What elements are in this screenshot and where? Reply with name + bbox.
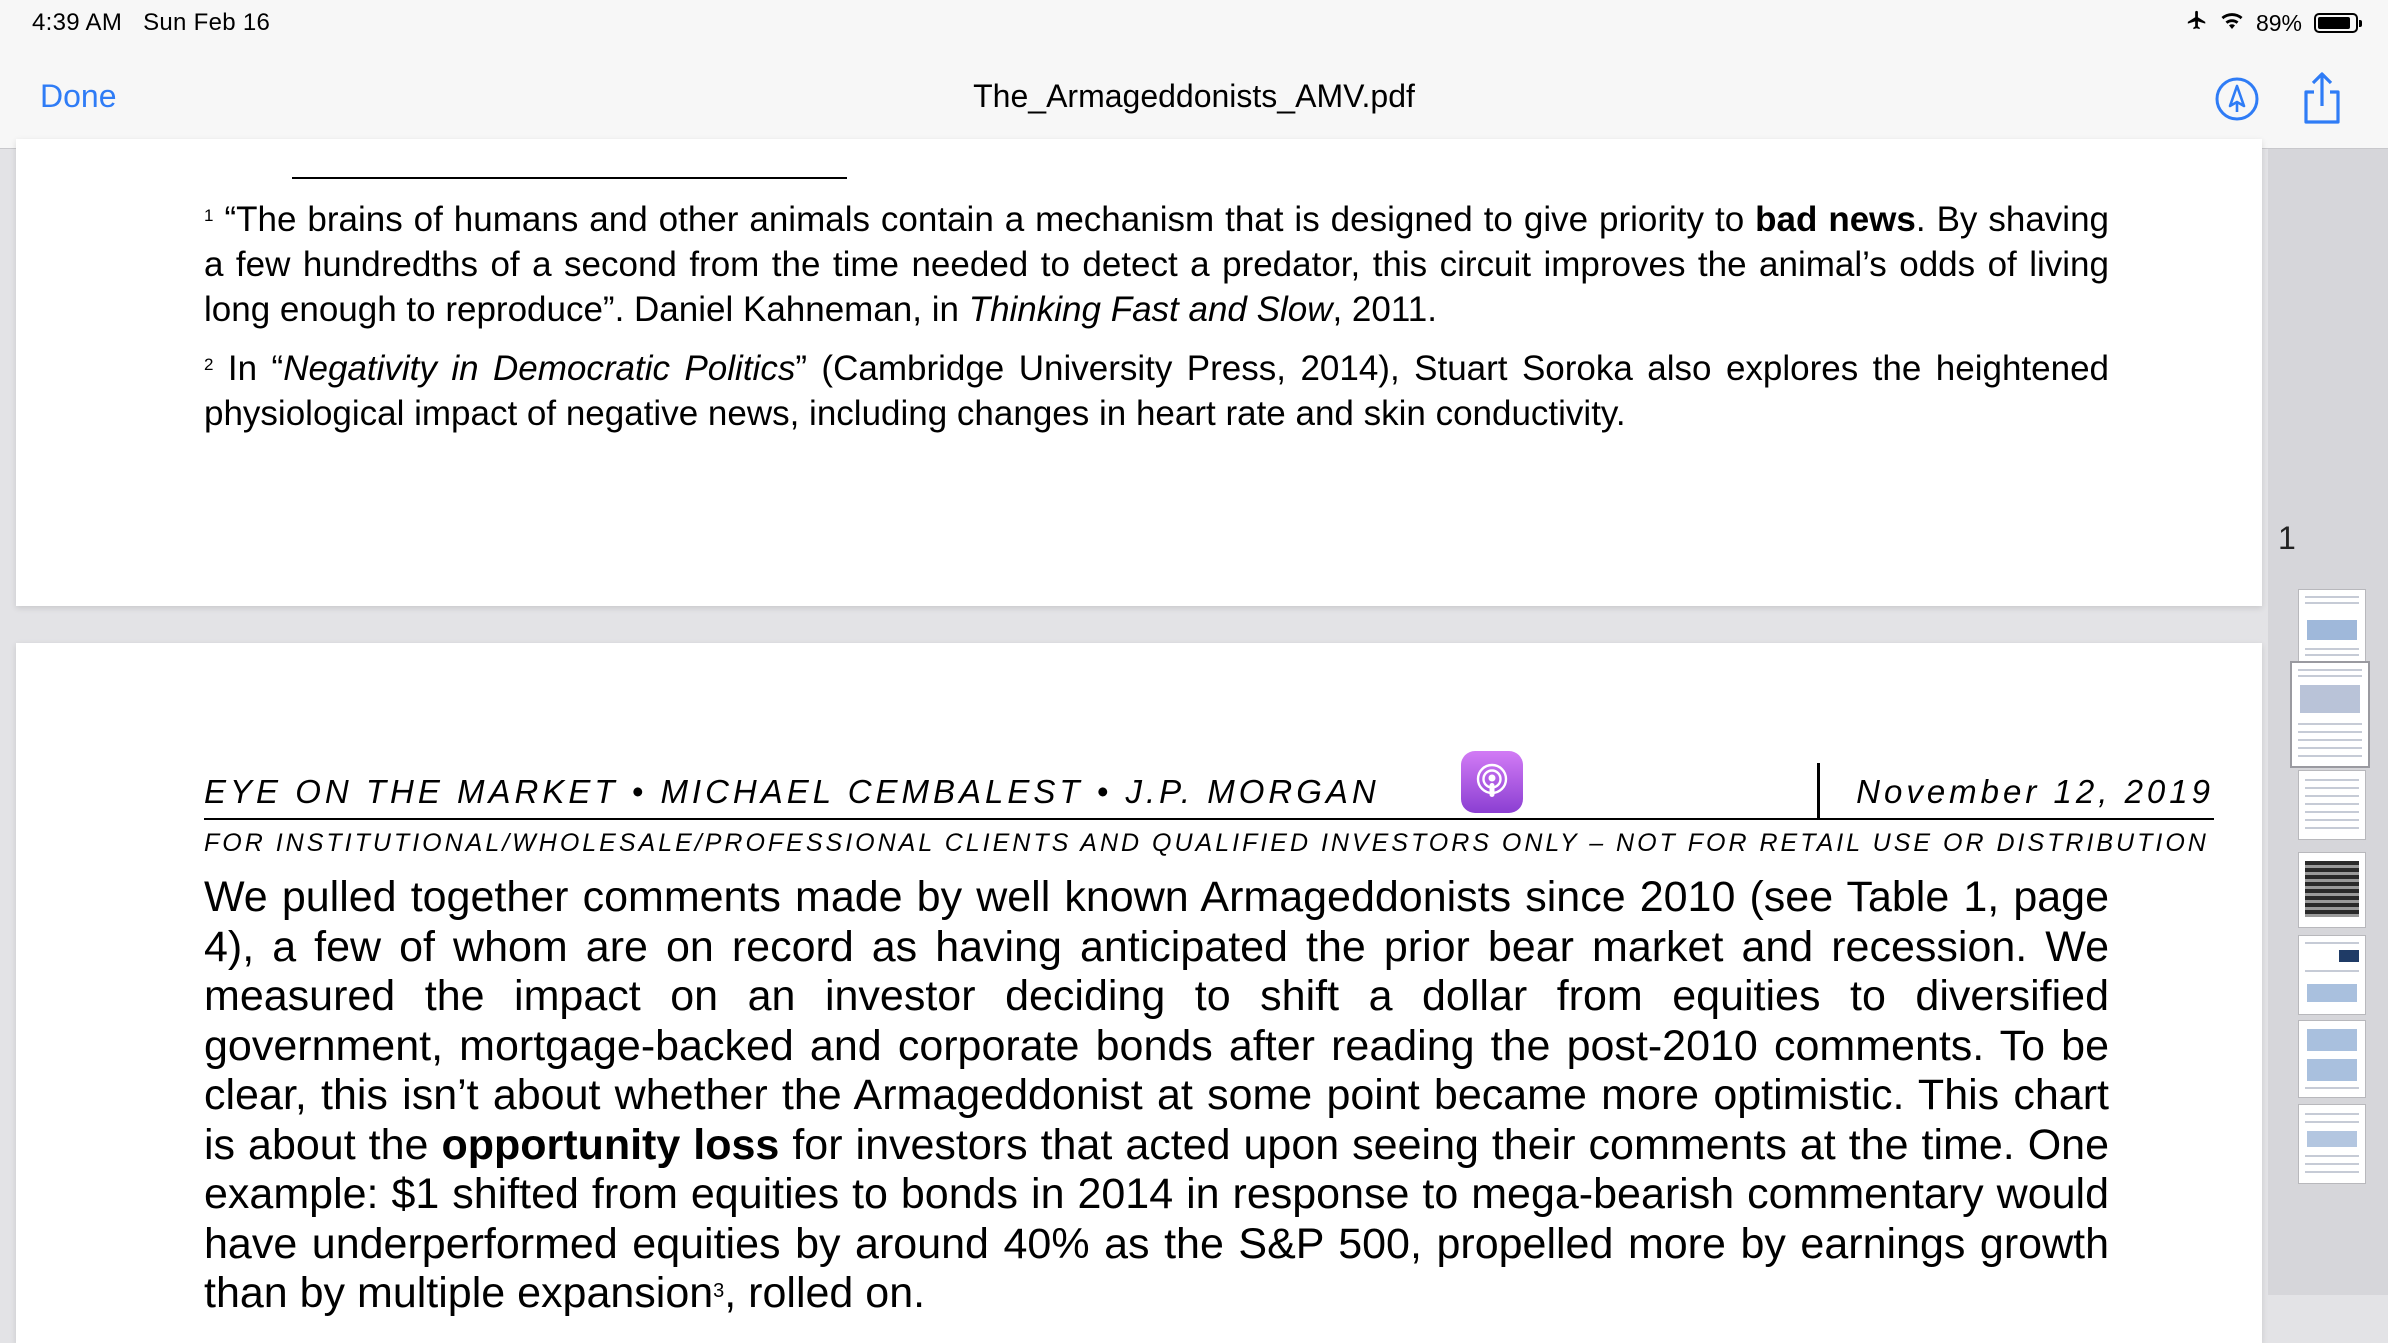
battery-percent: 89% (2255, 9, 2302, 36)
done-button[interactable]: Done (40, 78, 117, 114)
thumb-line (2305, 779, 2359, 781)
body-text-b: for investors that acted upon seeing their comments at the time. One example: $1 shifted from equities to bonds in 2014 in response to mega-bearish commentary would have underperformed equities by around 40% as the S&P 500, propelled more by earnings growth than by multiple expansion (204, 1120, 2109, 1317)
body-bold: opportunity loss (441, 1120, 780, 1169)
markup-pen-icon (2214, 76, 2260, 122)
document-title: The_Armageddonists_AMV.pdf (973, 78, 1415, 114)
footnote-3-marker[interactable]: 3 (713, 1280, 725, 1302)
thumb-line (2305, 811, 2359, 813)
footnote-1 (204, 197, 2109, 332)
thumb-line (2298, 731, 2362, 733)
status-bar (0, 0, 2388, 48)
thumb-chart (2307, 1029, 2357, 1051)
battery-fill (2318, 17, 2350, 29)
thumb-chart (2307, 620, 2357, 640)
footnote-1-text-a: “The brains of humans and other animals contain a mechanism that is designed to give priority to (224, 200, 1756, 239)
disclaimer: FOR INSTITUTIONAL/WHOLESALE/PROFESSIONAL CLIENTS AND QUALIFIED INVESTORS ONLY – NOT FOR RETAIL USE OR DISTRIBUTION (204, 829, 2209, 857)
thumb-line (2305, 819, 2359, 821)
thumb-chart (2339, 950, 2359, 962)
thumb-line (2298, 723, 2362, 725)
status-time (32, 9, 270, 37)
airplane-icon (2186, 9, 2208, 37)
thumb-line (2298, 675, 2362, 677)
thumb-chart (2307, 984, 2357, 1002)
body-text-a: We pulled together comments made by well known Armageddonists since 2010 (see Table 1, page 4), a few of whom are on record as having anticipated the prior bear market and recession. We measured the impact on an investor deciding to shift a dollar from equities to diversified government, mortgage-backed and corporate bonds after reading the post-2010 comments. To be clear, this isn’t about whether the Armageddonist at some point became more optimistic. This chart is about the (204, 873, 2109, 1169)
footnote-1-book-title: Thinking Fast and Slow (968, 290, 1333, 329)
thumb-line (2305, 1155, 2359, 1157)
podcast-glyph-icon (1472, 762, 1512, 802)
thumb-line (2305, 1163, 2359, 1165)
thumb-line (2298, 755, 2362, 757)
thumbnail-page-3[interactable] (2298, 770, 2366, 840)
thumb-chart (2307, 1059, 2357, 1081)
footnote-1-bold: bad news (1755, 200, 1916, 239)
pdf-page-2[interactable] (16, 643, 2262, 1343)
body-paragraph (204, 873, 2109, 1319)
footnote-2-marker: 2 (204, 355, 214, 374)
thumb-line (2305, 602, 2359, 604)
status-clock: 4:39 AM (32, 9, 123, 36)
pdf-viewer[interactable] (0, 149, 2268, 1317)
thumbnail-page-6[interactable] (2298, 1020, 2366, 1098)
footnote-2-book-title: Negativity in Democratic Politics (283, 349, 796, 388)
thumb-chart (2300, 685, 2360, 713)
thumbnail-page-5[interactable] (2298, 935, 2366, 1015)
thumb-line (2305, 1121, 2359, 1123)
battery-icon (2314, 13, 2358, 33)
thumb-line (2305, 648, 2359, 650)
footnote-2-text-b: ” (Cambridge University Press, 2014), Stuart Soroka also explores the heightened physiological impact of negative news, including changes in heart rate and skin conductivity. (204, 349, 2110, 433)
header-divider (1817, 763, 1820, 819)
footnote-2 (204, 346, 2109, 436)
footnote-2-text-a: In “ (213, 349, 284, 388)
thumb-line (2305, 787, 2359, 789)
thumb-line (2298, 669, 2362, 671)
body-text-c: , rolled on. (724, 1269, 926, 1317)
markup-button[interactable] (2214, 76, 2260, 122)
thumb-line (2298, 747, 2362, 749)
pdf-page-1[interactable] (16, 139, 2262, 606)
thumb-line (2305, 970, 2359, 972)
thumb-line (2305, 596, 2359, 598)
status-indicators (2186, 9, 2358, 37)
thumb-line (2305, 654, 2359, 656)
thumb-line (2305, 1171, 2359, 1173)
thumbnail-page-4[interactable] (2298, 852, 2366, 928)
thumbnail-page-2[interactable] (2290, 661, 2370, 768)
footnote-rule (292, 177, 847, 179)
thumb-chart (2307, 1131, 2357, 1147)
nav-bar (0, 48, 2388, 149)
status-date: Sun Feb 16 (143, 9, 271, 36)
thumb-line (2305, 803, 2359, 805)
share-button[interactable] (2300, 70, 2344, 126)
thumb-line (2305, 1087, 2359, 1089)
thumb-line (2298, 739, 2362, 741)
thumbnail-page-7[interactable] (2298, 1104, 2366, 1184)
thumb-table (2305, 861, 2359, 917)
thumb-line (2305, 795, 2359, 797)
header-publication: EYE ON THE MARKET • MICHAEL CEMBALEST • J.P. MORGAN (204, 773, 1380, 810)
header-rule (204, 818, 2214, 820)
header-date: November 12, 2019 (1856, 773, 2214, 810)
page-header (204, 763, 2214, 813)
share-icon (2300, 70, 2344, 126)
thumb-line (2305, 1113, 2359, 1115)
footnote-1-text-b: . By shaving a few hundredths of a second from the time needed to detect a predator, this circuit improves the animal’s odds of living long enough to reproduce”. Daniel Kahneman, in (204, 200, 2110, 329)
footnote-1-text-c: , 2011. (1332, 290, 1437, 329)
thumb-line (2305, 942, 2359, 944)
thumbnail-page-1[interactable] (2298, 589, 2366, 667)
current-page-indicator: 1 (2278, 520, 2296, 556)
wifi-icon (2220, 10, 2244, 37)
footnote-1-marker: 1 (204, 206, 214, 225)
thumb-line (2305, 827, 2359, 829)
podcast-icon[interactable] (1461, 751, 1523, 813)
